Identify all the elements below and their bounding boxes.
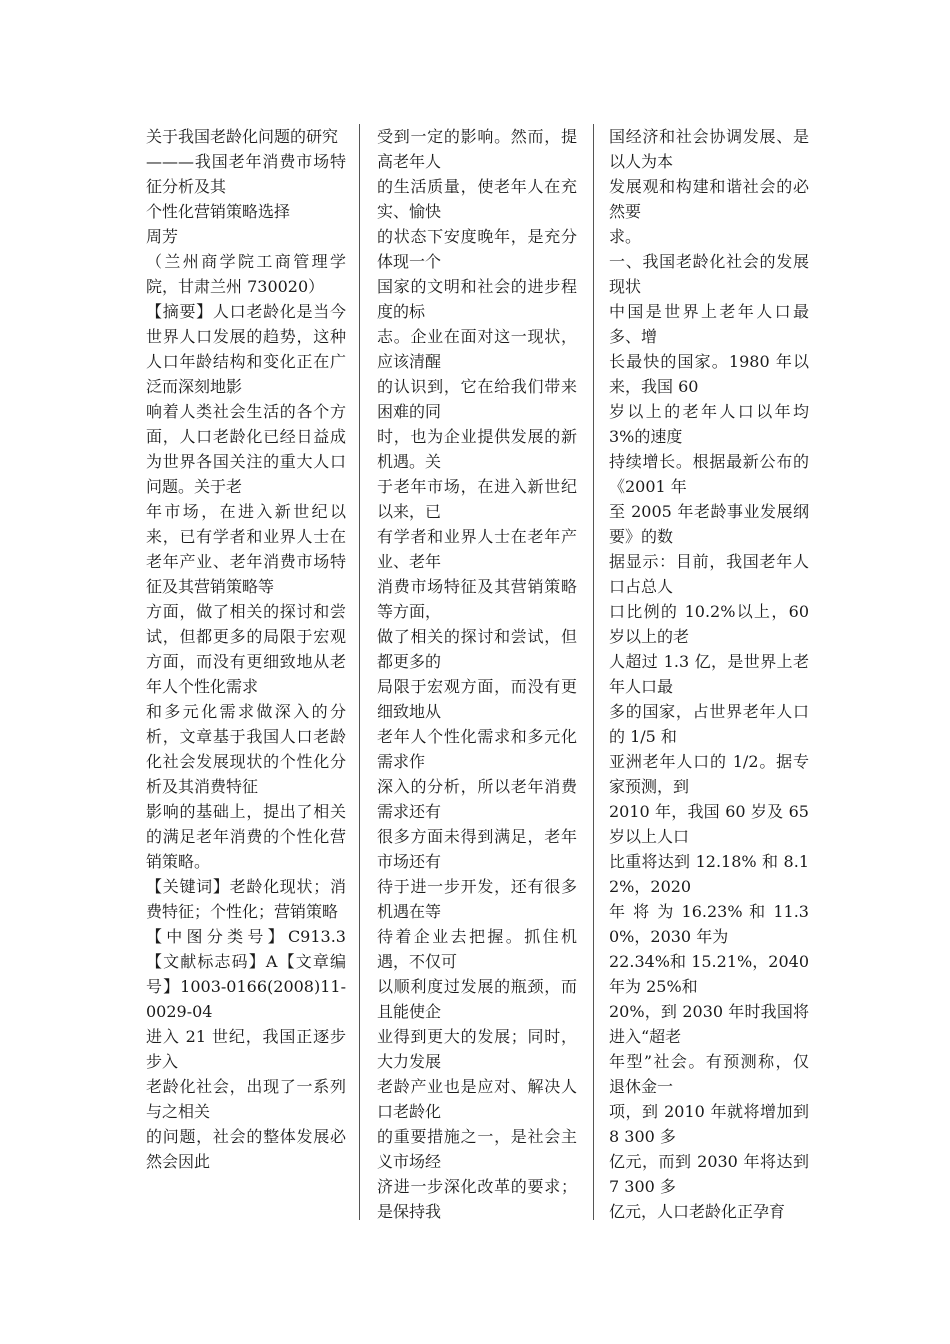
body-text-line: 亚洲老年人口的 1/2。据专家预测，到	[609, 752, 809, 796]
abstract-part-4: 方面，做了相关的探讨和尝试，但都更多的局限于宏观方面，而没有更细致地从老年人个性化需求	[146, 602, 346, 696]
body-text-line: 比重将达到 12.18% 和 8.12%，2020	[609, 852, 809, 896]
body-text-line: 受到一定的影响。然而，提高老年人	[377, 127, 577, 171]
abstract-part-1: 【摘要】人口老龄化是当今世界人口发展的趋势，这种人口年龄结构和变化正在广泛而深刻地影	[146, 302, 346, 396]
body-text-line: 的问题，社会的整体发展必然会因此	[146, 1127, 346, 1171]
body-text-line: 中国是世界上老年人口最多、增	[609, 302, 809, 346]
body-text-line: 口比例的 10.2%以上，60 岁以上的老	[609, 602, 809, 646]
body-text-line: 长最快的国家。1980 年以来，我国 60	[609, 352, 809, 396]
body-text-line: 国家的文明和社会的进步程度的标	[377, 277, 577, 321]
body-text-line: 老龄产业也是应对、解决人口老龄化	[377, 1077, 577, 1121]
body-text-line: 于老年市场，在进入新世纪以来，已	[377, 477, 577, 521]
body-text-line: 20%，到 2030 年时我国将进入“超老	[609, 1002, 809, 1046]
body-text-line: 深入的分析，所以老年消费需求还有	[377, 777, 577, 821]
keywords: 【关键词】老龄化现状；消费特征；个性化；营销策略	[146, 877, 346, 921]
body-text-line: 的状态下安度晚年，是充分体现一个	[377, 227, 577, 271]
body-text-line: 国经济和社会协调发展、是以人为本	[609, 127, 809, 171]
abstract-part-5: 和多元化需求做深入的分析，文章基于我国人口老龄化社会发展现状的个性化分析及其消费特征	[146, 702, 346, 796]
body-text-line: 很多方面未得到满足，老年市场还有	[377, 827, 577, 871]
body-text-line: 求。	[609, 227, 642, 246]
body-text-line: 的重要措施之一，是社会主义市场经	[377, 1127, 577, 1171]
body-text-line: 人超过 1.3 亿，是世界上老年人口最	[609, 652, 809, 696]
abstract-part-6: 影响的基础上，提出了相关的满足老年消费的个性化营销策略。	[146, 802, 346, 871]
body-text-line: 局限于宏观方面，而没有更细致地从	[377, 677, 577, 721]
body-text-line: 老龄化社会，出现了一系列与之相关	[146, 1077, 346, 1121]
body-text-line: 持续增长。根据最新公布的《2001 年	[609, 452, 809, 496]
body-text-line: 消费市场特征及其营销策略等方面，	[377, 577, 577, 621]
column-divider-2	[593, 124, 594, 1220]
column-3	[609, 124, 809, 1224]
body-text-line: 项，到 2010 年就将增加到 8 300 多	[609, 1102, 809, 1146]
body-text-line: 志。企业在面对这一现状，应该清醒	[377, 327, 577, 371]
section-heading: 一、我国老龄化社会的发展现状	[609, 252, 809, 296]
body-text-line: 时，也为企业提供发展的新机遇。关	[377, 427, 577, 471]
body-text-line: 待于进一步开发，还有很多机遇在等	[377, 877, 577, 921]
body-text-line: 据显示：目前，我国老年人口占总人	[609, 552, 809, 596]
body-text-line: 以顺利度过发展的瓶颈，而且能使企	[377, 977, 577, 1021]
body-text-line: 2010 年，我国 60 岁及 65 岁以上人口	[609, 802, 809, 846]
body-text-line: 的认识到，它在给我们带来困难的同	[377, 377, 577, 421]
author-name: 周芳	[146, 227, 179, 246]
body-text-line: 岁以上的老年人口以年均 3%的速度	[609, 402, 809, 446]
body-text-line: 有学者和业界人士在老年产业、老年	[377, 527, 577, 571]
body-text-line: 年 将 为 16.23% 和 11.30%，2030 年为	[609, 902, 809, 946]
body-text-line: 待着企业去把握。抓住机遇，不仅可	[377, 927, 577, 971]
body-text-line: 发展观和构建和谐社会的必然要	[609, 177, 809, 221]
column-divider-1	[359, 124, 360, 1220]
body-text-line: 亿元，人口老龄化正孕育	[609, 1202, 786, 1221]
article-title: 关于我国老龄化问题的研究	[146, 127, 339, 146]
body-text-line: 济进一步深化改革的要求；是保持我	[377, 1177, 577, 1221]
body-text-line: 年型”社会。有预测称，仅退休金一	[609, 1052, 809, 1096]
body-text-line: 的生活质量，使老年人在充实、愉快	[377, 177, 577, 221]
author-affiliation: （兰州商学院工商管理学院，甘肃兰州 730020）	[146, 252, 346, 296]
body-text-line: 22.34%和 15.21%，2040 年为 25%和	[609, 952, 809, 996]
column-2	[377, 124, 577, 1224]
body-text-line: 至 2005 年老龄事业发展纲要》的数	[609, 502, 809, 546]
article-subtitle-line-2: 个性化营销策略选择	[146, 202, 291, 221]
classification-codes: 【中图分类号】C913.3【文献标志码】A【文章编号】1003-0166(2008)11-0029-04	[146, 927, 346, 1021]
body-text-line: 多的国家，占世界老年人口的 1/5 和	[609, 702, 809, 746]
body-text-line: 老年人个性化需求和多元化需求作	[377, 727, 577, 771]
abstract-part-2: 响着人类社会生活的各个方面，人口老龄化已经日益成为世界各国关注的重大人口问题。关于老	[146, 402, 346, 496]
body-text-line: 业得到更大的发展；同时，大力发展	[377, 1027, 577, 1071]
body-text-line: 进入 21 世纪，我国正逐步步入	[146, 1027, 346, 1071]
article-subtitle-line-1: ———我国老年消费市场特征分析及其	[146, 152, 346, 196]
body-text-line: 做了相关的探讨和尝试，但都更多的	[377, 627, 577, 671]
abstract-part-3: 年市场，在进入新世纪以来，已有学者和业界人士在老年产业、老年消费市场特征及其营销策略等	[146, 502, 346, 596]
body-text-line: 亿元，而到 2030 年将达到 7 300 多	[609, 1152, 809, 1196]
column-1	[146, 124, 346, 1174]
